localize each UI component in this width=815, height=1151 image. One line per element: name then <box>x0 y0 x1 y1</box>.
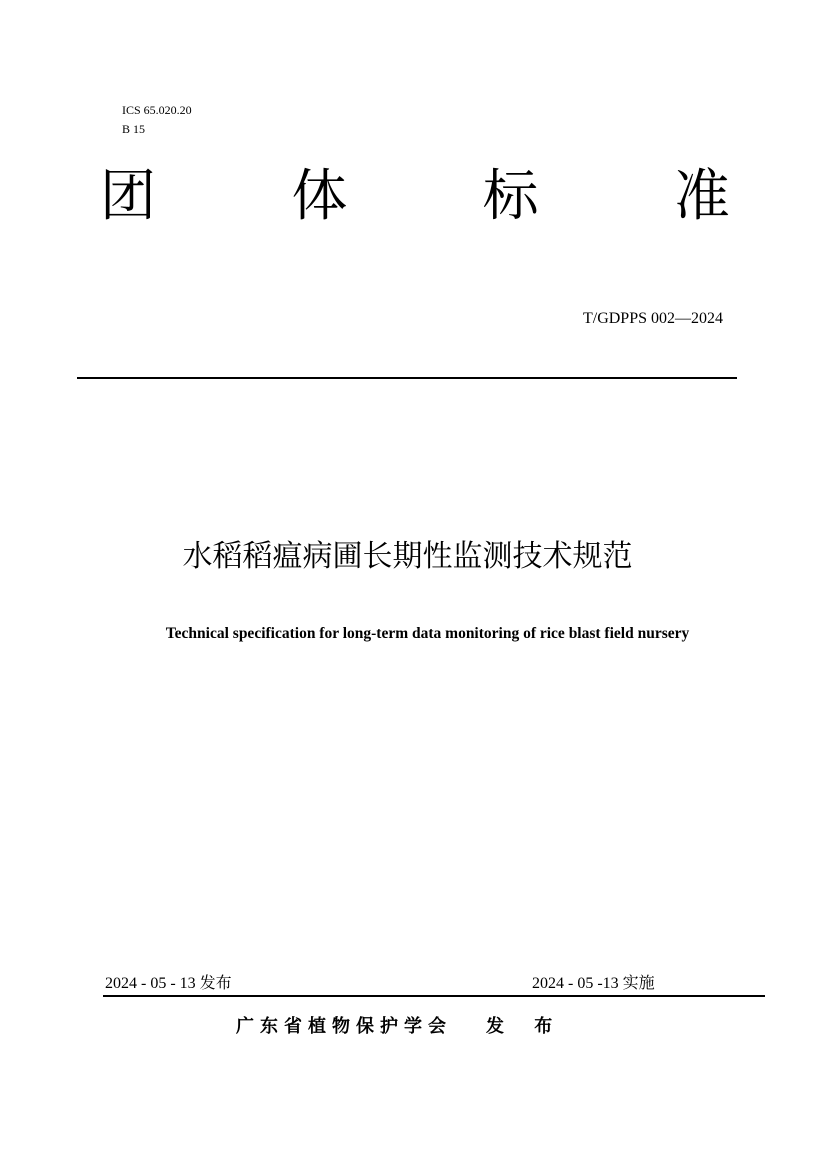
standard-type-char-1: 团 <box>100 164 156 229</box>
publisher-line <box>236 1014 564 1040</box>
classification-codes <box>122 101 192 139</box>
release-date-block <box>105 972 232 995</box>
ics-code: ICS 65.020.20 <box>122 103 192 117</box>
release-label: 发布 <box>199 973 232 992</box>
publisher-issue-label: 发 布 <box>486 1016 565 1037</box>
standard-type-char-3: 标 <box>482 164 539 229</box>
standard-type-char-2: 体 <box>291 164 348 229</box>
standard-type-char-4: 准 <box>673 164 730 229</box>
implement-label: 实施 <box>622 973 655 992</box>
publisher-name: 广东省植物保护学会 <box>236 1016 452 1037</box>
implement-date: 2024 - 05 -13 <box>532 975 619 992</box>
bottom-divider <box>103 995 765 997</box>
implement-date-block <box>532 972 655 995</box>
top-divider <box>77 377 737 379</box>
english-title: Technical specification for long-term data monitoring of rice blast field nursery <box>165 625 690 642</box>
release-date: 2024 - 05 - 13 <box>105 975 196 992</box>
chinese-title: 水稻稻瘟病圃长期性监测技术规范 <box>182 539 633 574</box>
standard-type-heading <box>100 162 730 232</box>
ccs-code: B 15 <box>122 122 146 136</box>
standard-number: T/GDPPS 002—2024 <box>582 310 723 327</box>
